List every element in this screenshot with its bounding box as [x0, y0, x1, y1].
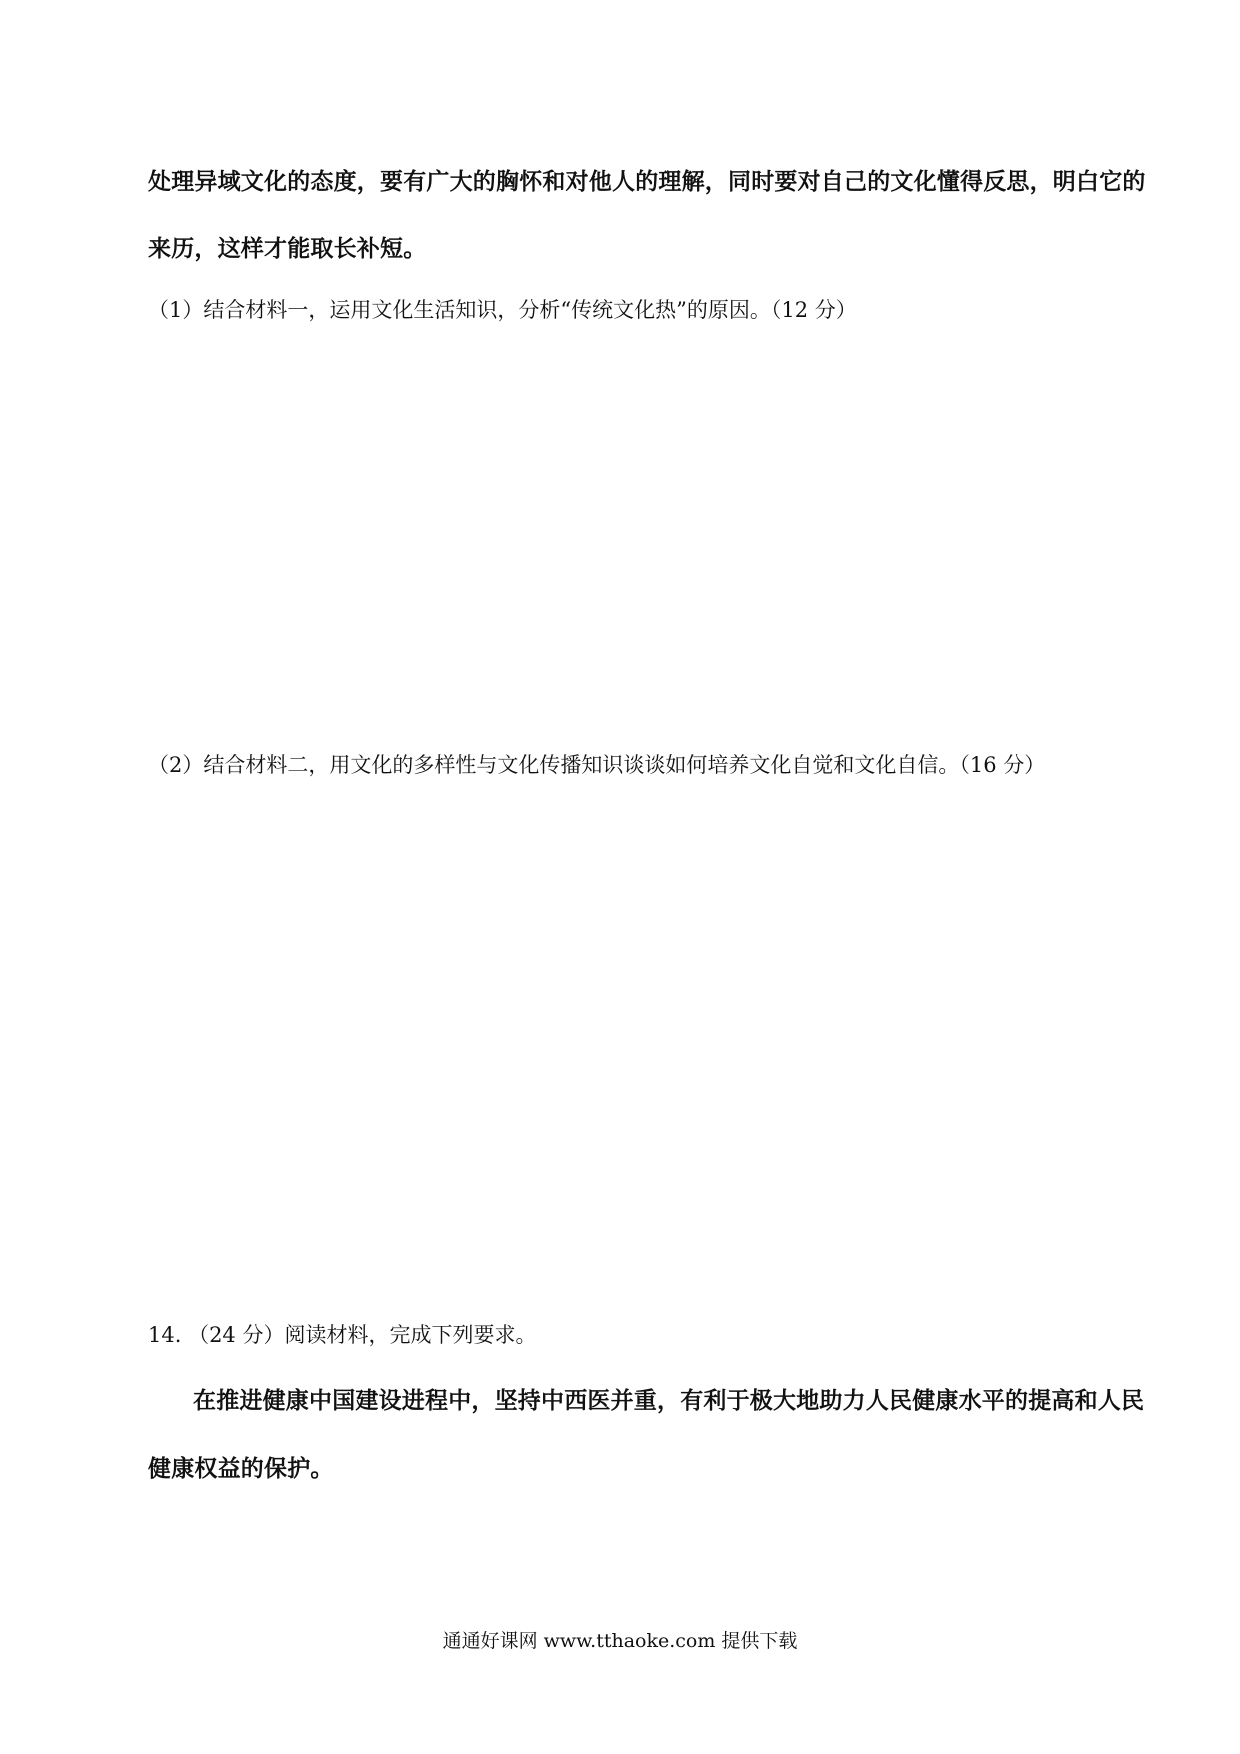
question-14-material-line-1: 在推进健康中国建设进程中，坚持中西医并重，有利于极大地助力人民健康水平的提高和人民 — [193, 1388, 1145, 1414]
question-2: （2）结合材料二，用文化的多样性与文化传播知识谈谈如何培养文化自觉和文化自信。（16 分） — [148, 753, 1046, 777]
page-footer: 通通好课网 www.tthaoke.com 提供下载 — [442, 1630, 798, 1652]
material-text-line-1: 处理异域文化的态度，要有广大的胸怀和对他人的理解，同时要对自己的文化懂得反思，明白它的 — [148, 169, 1146, 195]
question-14-material-line-2: 健康权益的保护。 — [148, 1456, 334, 1482]
material-text-line-2: 来历，这样才能取长补短。 — [148, 236, 427, 262]
question-14-heading: 14. （24 分）阅读材料，完成下列要求。 — [148, 1323, 537, 1347]
question-1: （1）结合材料一，运用文化生活知识，分析“传统文化热”的原因。（12 分） — [148, 298, 857, 322]
